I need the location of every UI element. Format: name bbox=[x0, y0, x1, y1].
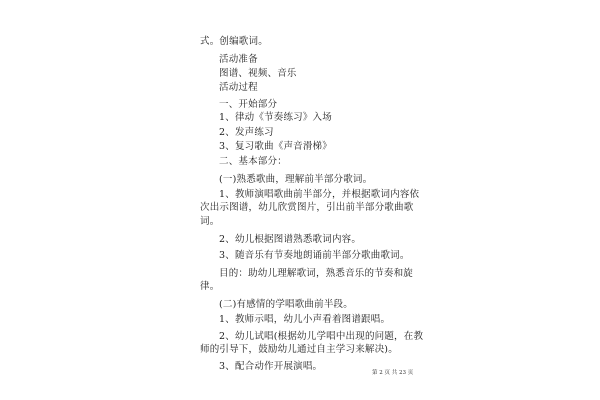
section-heading: 二、基本部分： bbox=[219, 156, 287, 167]
list-item: 2、幼儿试唱(根据幼儿学唱中出现的问题，在教 bbox=[219, 331, 424, 342]
text-line: 师的引导下，鼓励幼儿通过自主学习来解决)。 bbox=[200, 344, 398, 355]
section-heading: 活动过程 bbox=[219, 82, 258, 93]
list-item: 3、随音乐有节奏地朗诵前半部分歌曲歌词。 bbox=[219, 250, 410, 261]
page-number: 第 2 页 共 23 页 bbox=[372, 370, 414, 376]
list-item: 2、发声练习 bbox=[219, 127, 274, 138]
text-line: 式。创编歌词。 bbox=[200, 36, 268, 47]
text-line: 次出示图谱，幼儿欣赏图片，引出前半部分歌曲歌 bbox=[200, 202, 414, 213]
text-line: 图谱、视频、音乐 bbox=[219, 68, 297, 79]
list-item: 2、幼儿根据图谱熟悉歌词内容。 bbox=[219, 234, 362, 245]
list-item: 1、教师演唱歌曲前半部分，并根据歌词内容依 bbox=[219, 189, 420, 200]
section-heading: 一、开始部分 bbox=[219, 99, 278, 110]
list-item: 3、配合动作开展演唱。 bbox=[219, 361, 323, 372]
list-item: 1、律动《节奏练习》入场 bbox=[219, 112, 332, 123]
list-item: 1、教师示唱，幼儿小声看着图谱跟唱。 bbox=[219, 314, 391, 325]
list-item: 3、复习歌曲《声音滑梯》 bbox=[219, 141, 332, 152]
subsection-heading: (二)有感情的学唱歌曲前半段。 bbox=[219, 299, 353, 310]
text-line: 词。 bbox=[200, 216, 220, 227]
subsection-heading: (一)熟悉歌曲，理解前半部分歌词。 bbox=[219, 174, 373, 185]
section-heading: 活动准备 bbox=[219, 54, 258, 65]
text-line: 目的：助幼儿理解歌词，熟悉音乐的节奏和旋 bbox=[219, 268, 414, 279]
text-line: 律。 bbox=[200, 281, 220, 292]
